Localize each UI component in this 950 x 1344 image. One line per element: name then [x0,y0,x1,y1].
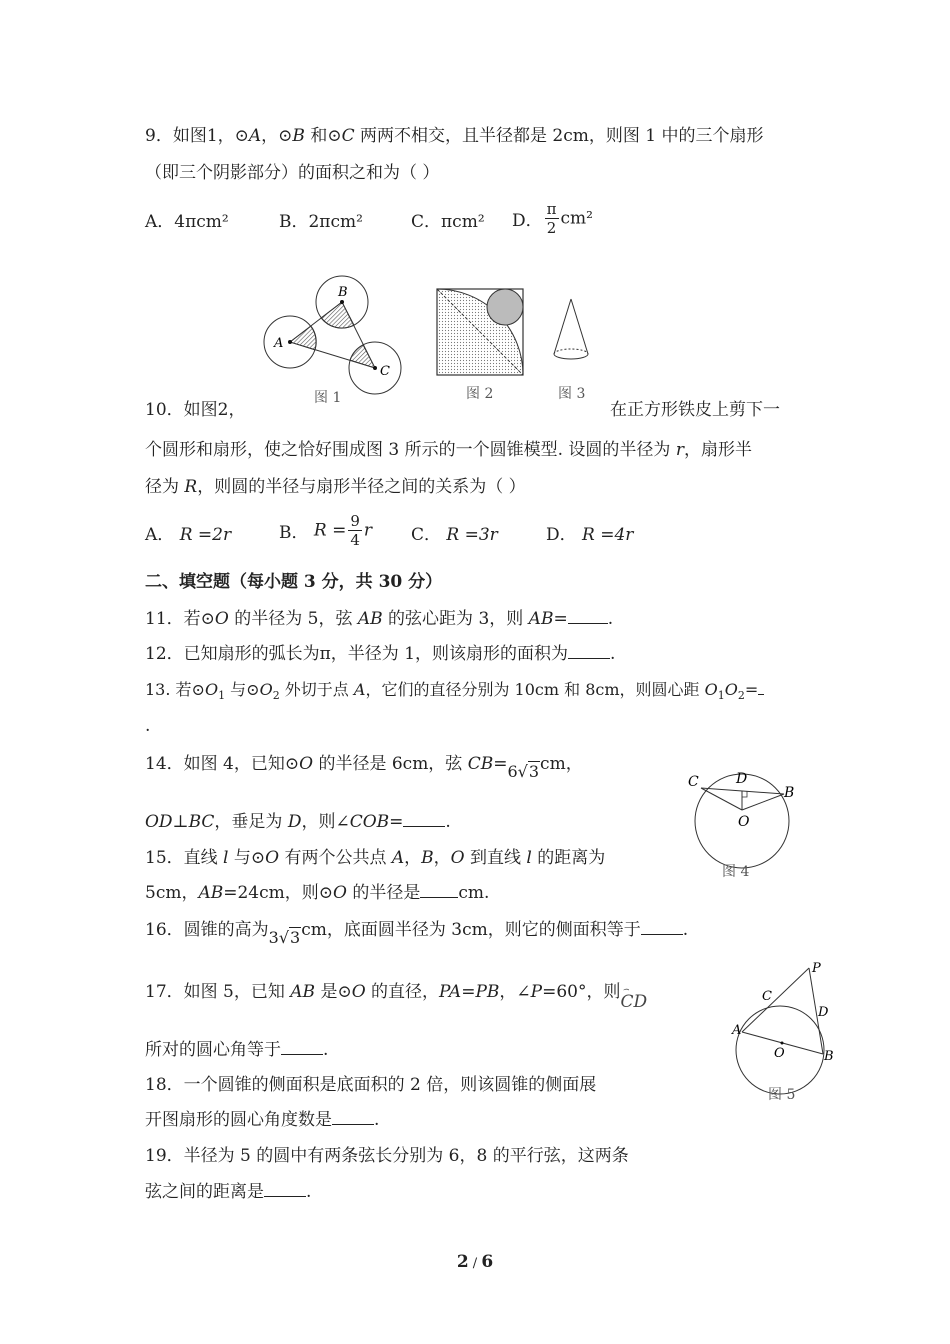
q15-d: ， [404,848,422,868]
q14-OD: OD [145,812,173,832]
fig5-caption: 图 5 [768,1087,796,1103]
q15-line2-a: 5cm， [145,883,199,903]
figure-2 [432,284,532,404]
fig4-label-b: B [784,785,795,801]
q13-O1: O [204,680,219,699]
q10-line3 [145,475,526,499]
fig4-label-c: C [688,774,699,790]
fig5-label-a: A [732,1023,742,1038]
q13-line2: . [145,716,151,736]
q17-a: 17．如图 5，已知 [145,982,291,1002]
q14-line2 [145,810,451,834]
q11-d: = [553,609,568,629]
q9-option-d-den: 2 [546,219,557,237]
q10-line2-b: ，扇形半 [683,440,752,460]
page-number [0,1252,950,1272]
q15-line1 [145,846,605,870]
q9-line1 [145,124,763,148]
q14-b: 的半径是 6cm，弦 [313,754,468,774]
q12-a: 12．已知扇形的弧长为π，半径为 1，则该扇形的面积为 [145,644,569,664]
q17-arc-label: CD [620,992,648,1012]
q16-b: cm，底面圆半径为 3cm，则它的侧面积等于 [301,920,641,940]
q9-option-d-num: π [546,200,557,218]
q9-A: A [248,126,262,146]
q11-b: 的半径为 5，弦 [228,609,358,629]
q17-line2 [145,1038,328,1062]
q10-line1b: 在正方形铁皮上剪下一 [610,400,780,420]
q16-c: . [682,920,689,940]
q14-COB: COB [349,812,390,832]
q13-c: 外切于点 [279,680,354,699]
q19-line1: 19．半径为 5 的圆中有两条弦长分别为 6，8 的平行弦，这两条 [145,1146,629,1166]
q14-D: D [287,812,302,832]
q19-answer-blank[interactable] [264,1180,306,1197]
q14-perp: ⊥ [172,812,189,832]
q15-AB: AB [198,883,224,903]
q13-O4: O [724,680,738,699]
q15-g: 的距离为 [531,848,606,868]
q15-e: ， [433,848,451,868]
q9-text2: 两两不相交，且半径都是 2cm，则图 1 中的三个扇形 [354,126,764,146]
q15-c: 有两个公共点 [279,848,392,868]
q10-option-b-label: B． [279,523,309,543]
page-total: 6 [481,1252,494,1272]
q15-line2-c: 的半径是 [346,883,421,903]
figure-5 [728,956,848,1106]
q14-O: O [299,754,314,774]
q14-line2-e: . [445,812,451,832]
q17-O: O [351,982,366,1002]
q13-s1: 1 [218,689,226,703]
q9-text: 9．如图1，⊙ [145,126,249,146]
q17-line1 [145,980,648,1012]
q17-f: =60°，则 [542,982,621,1002]
q9-option-b: B．2πcm² [279,212,363,232]
q17-line2-b: . [323,1040,329,1060]
q13-s4: 2 [737,689,745,703]
q17-PA: PA [439,982,462,1002]
q10-option-c-expr: R =3r [446,525,498,545]
q10-option-c [411,523,498,547]
figure-1 [258,272,408,407]
q13-s3: 1 [717,689,725,703]
q14-sqrt: 6√3 [507,762,540,781]
q15-line2 [145,881,489,905]
q9-option-a: A．4πcm² [145,212,229,232]
q13-O2: O [259,680,273,699]
q19-line2 [145,1180,311,1204]
q10-line2-a: 个圆形和扇形，使之恰好围成图 3 所示的一个圆锥模型. 设圆的半径为 [145,440,676,460]
page-current: 2 [456,1252,469,1272]
q10-R: R [184,477,198,497]
q11-e: . [607,609,614,629]
q13-d: ，它们的直径分别为 10cm 和 8cm，则圆心距 [365,680,705,699]
q15-l: l [223,848,229,868]
q10-option-b-post: r [363,520,373,541]
fig5-label-b: B [824,1049,834,1064]
q9-sep2: 和⊙ [304,126,342,146]
q14-CB: CB [467,754,494,774]
q9-line2: （即三个阴影部分）的面积之和为（ ） [145,163,440,183]
q13-a: 13. 若⊙ [145,680,205,699]
q16 [145,918,689,947]
page-sep: / [468,1256,482,1271]
q13-answer-blank[interactable] [758,678,764,695]
q19-line2-b: . [306,1182,312,1202]
q10-line3-b: ，则圆的半径与扇形半径之间的关系为（ ） [197,477,526,497]
q11-AB2: AB [528,609,554,629]
fig4-label-d: D [736,771,748,787]
q10-line3-a: 径为 [145,477,185,497]
q11-answer-blank[interactable] [568,607,608,624]
q14-c: = [493,754,508,774]
q12 [145,642,615,666]
q15-O: O [265,848,280,868]
q16-sqrt: 3√3 [268,928,301,947]
fig1-label-a: A [274,336,284,351]
q10-option-b-pre: R = [313,520,347,541]
q10-option-d-expr: R =4r [582,525,634,545]
q15-line2-O: O [333,883,347,903]
q16-coef: 3 [268,928,279,947]
q19-line2-a: 弦之间的距离是 [145,1182,264,1202]
q17-PB: PB [475,982,500,1002]
q10-option-b-num: 9 [350,512,360,530]
q13-A: A [353,680,366,699]
q13-b: 与⊙ [225,680,260,699]
q14-rad: 3 [528,762,540,781]
q11-O: O [214,609,229,629]
q9-B: B [292,126,305,146]
q9-option-d-unit: cm² [560,208,593,229]
q10-option-d [546,523,633,547]
q10-option-a-expr: R =2r [179,525,232,545]
q15-line2-b: =24cm，则⊙ [223,883,334,903]
q15-B: B [421,848,434,868]
q10-option-a-label: A． [145,525,175,545]
fig4-label-o: O [738,814,750,830]
q15-a: 15．直线 [145,848,224,868]
q9-C: C [341,126,355,146]
q9-option-d-fraction [545,200,559,237]
q10-option-a [145,523,231,547]
q10-line1a: 10．如图2， [145,400,246,420]
fig2-caption: 图 2 [466,386,494,402]
q14-coef: 6 [507,762,518,781]
q16-a: 16．圆锥的高为 [145,920,269,940]
q16-answer-blank[interactable] [641,918,683,935]
q15-b: 与⊙ [228,848,266,868]
q9-option-d-label: D． [512,211,543,231]
q14-BC: BC [188,812,215,832]
q17-line2-a: 所对的圆心角等于 [145,1040,281,1060]
q18-line2-a: 开图扇形的圆心角度数是 [145,1110,332,1130]
q11-AB: AB [357,609,383,629]
q18-answer-blank[interactable] [332,1108,374,1125]
q14-a: 14．如图 4，已知⊙ [145,754,300,774]
fig5-label-c: C [762,989,772,1004]
q14-answer-blank[interactable] [403,810,445,827]
q14-d: cm， [540,754,583,774]
q17-d: = [461,982,476,1002]
q14-line2-b: ，垂足为 [214,812,288,832]
q15-line2-d: cm. [458,883,490,903]
q17-arc: ⌢ CD [620,984,648,1012]
fig5-label-o: O [774,1046,785,1061]
q10-option-d-label: D． [546,525,577,545]
fig5-label-p: P [812,961,821,976]
fig1-label-b: B [338,285,348,300]
q16-rad: 3 [290,928,301,947]
q14-line2-d: = [389,812,404,832]
q12-b: . [610,644,616,664]
q11-a: 11．若⊙ [145,609,215,629]
q18-line2-b: . [374,1110,380,1130]
q17-c: 的直径， [365,982,440,1002]
fig3-caption: 图 3 [558,386,586,402]
q15-f: 到直线 [464,848,527,868]
q11 [145,607,613,631]
q15-answer-blank[interactable] [420,881,458,898]
q9-option-c: C．πcm² [411,212,485,232]
section-2-title: 二、填空题（每小题 3 分，共 30 分） [145,572,443,592]
q14-line2-c: ，则∠ [301,812,350,832]
q13-s2: 2 [272,689,280,703]
figure-4 [684,764,800,886]
q13-O3: O [704,680,718,699]
q13 [145,678,764,708]
q17-b: 是⊙ [315,982,352,1002]
q12-answer-blank[interactable] [568,642,610,659]
q17-P: P [530,982,543,1002]
q17-AB: AB [290,982,316,1002]
q15-A: A [391,848,405,868]
q13-e: = [744,680,759,699]
q9-option-d [512,200,593,237]
q18-line2 [145,1108,379,1132]
q15-O2: O [450,848,465,868]
q10-option-b [279,512,372,549]
fig1-label-c: C [380,364,390,379]
q10-option-b-den: 4 [350,531,360,549]
q17-e: ，∠ [499,982,531,1002]
fig5-label-d: D [818,1005,829,1020]
q14-line1 [145,752,583,781]
q10-option-c-label: C． [411,525,442,545]
fig1-caption: 图 1 [314,390,342,406]
q10-line2 [145,438,752,462]
q11-c: 的弦心距为 3，则 [382,609,529,629]
q18-line1: 18．一个圆锥的侧面积是底面积的 2 倍，则该圆锥的侧面展 [145,1075,597,1095]
fig4-caption: 图 4 [722,864,750,880]
q10-option-b-fraction [348,512,362,549]
q9-sep1: ，⊙ [261,126,293,146]
q15-l2: l [526,848,532,868]
q10-r: r [675,440,684,460]
q17-answer-blank[interactable] [281,1038,323,1055]
figure-3 [548,292,608,404]
